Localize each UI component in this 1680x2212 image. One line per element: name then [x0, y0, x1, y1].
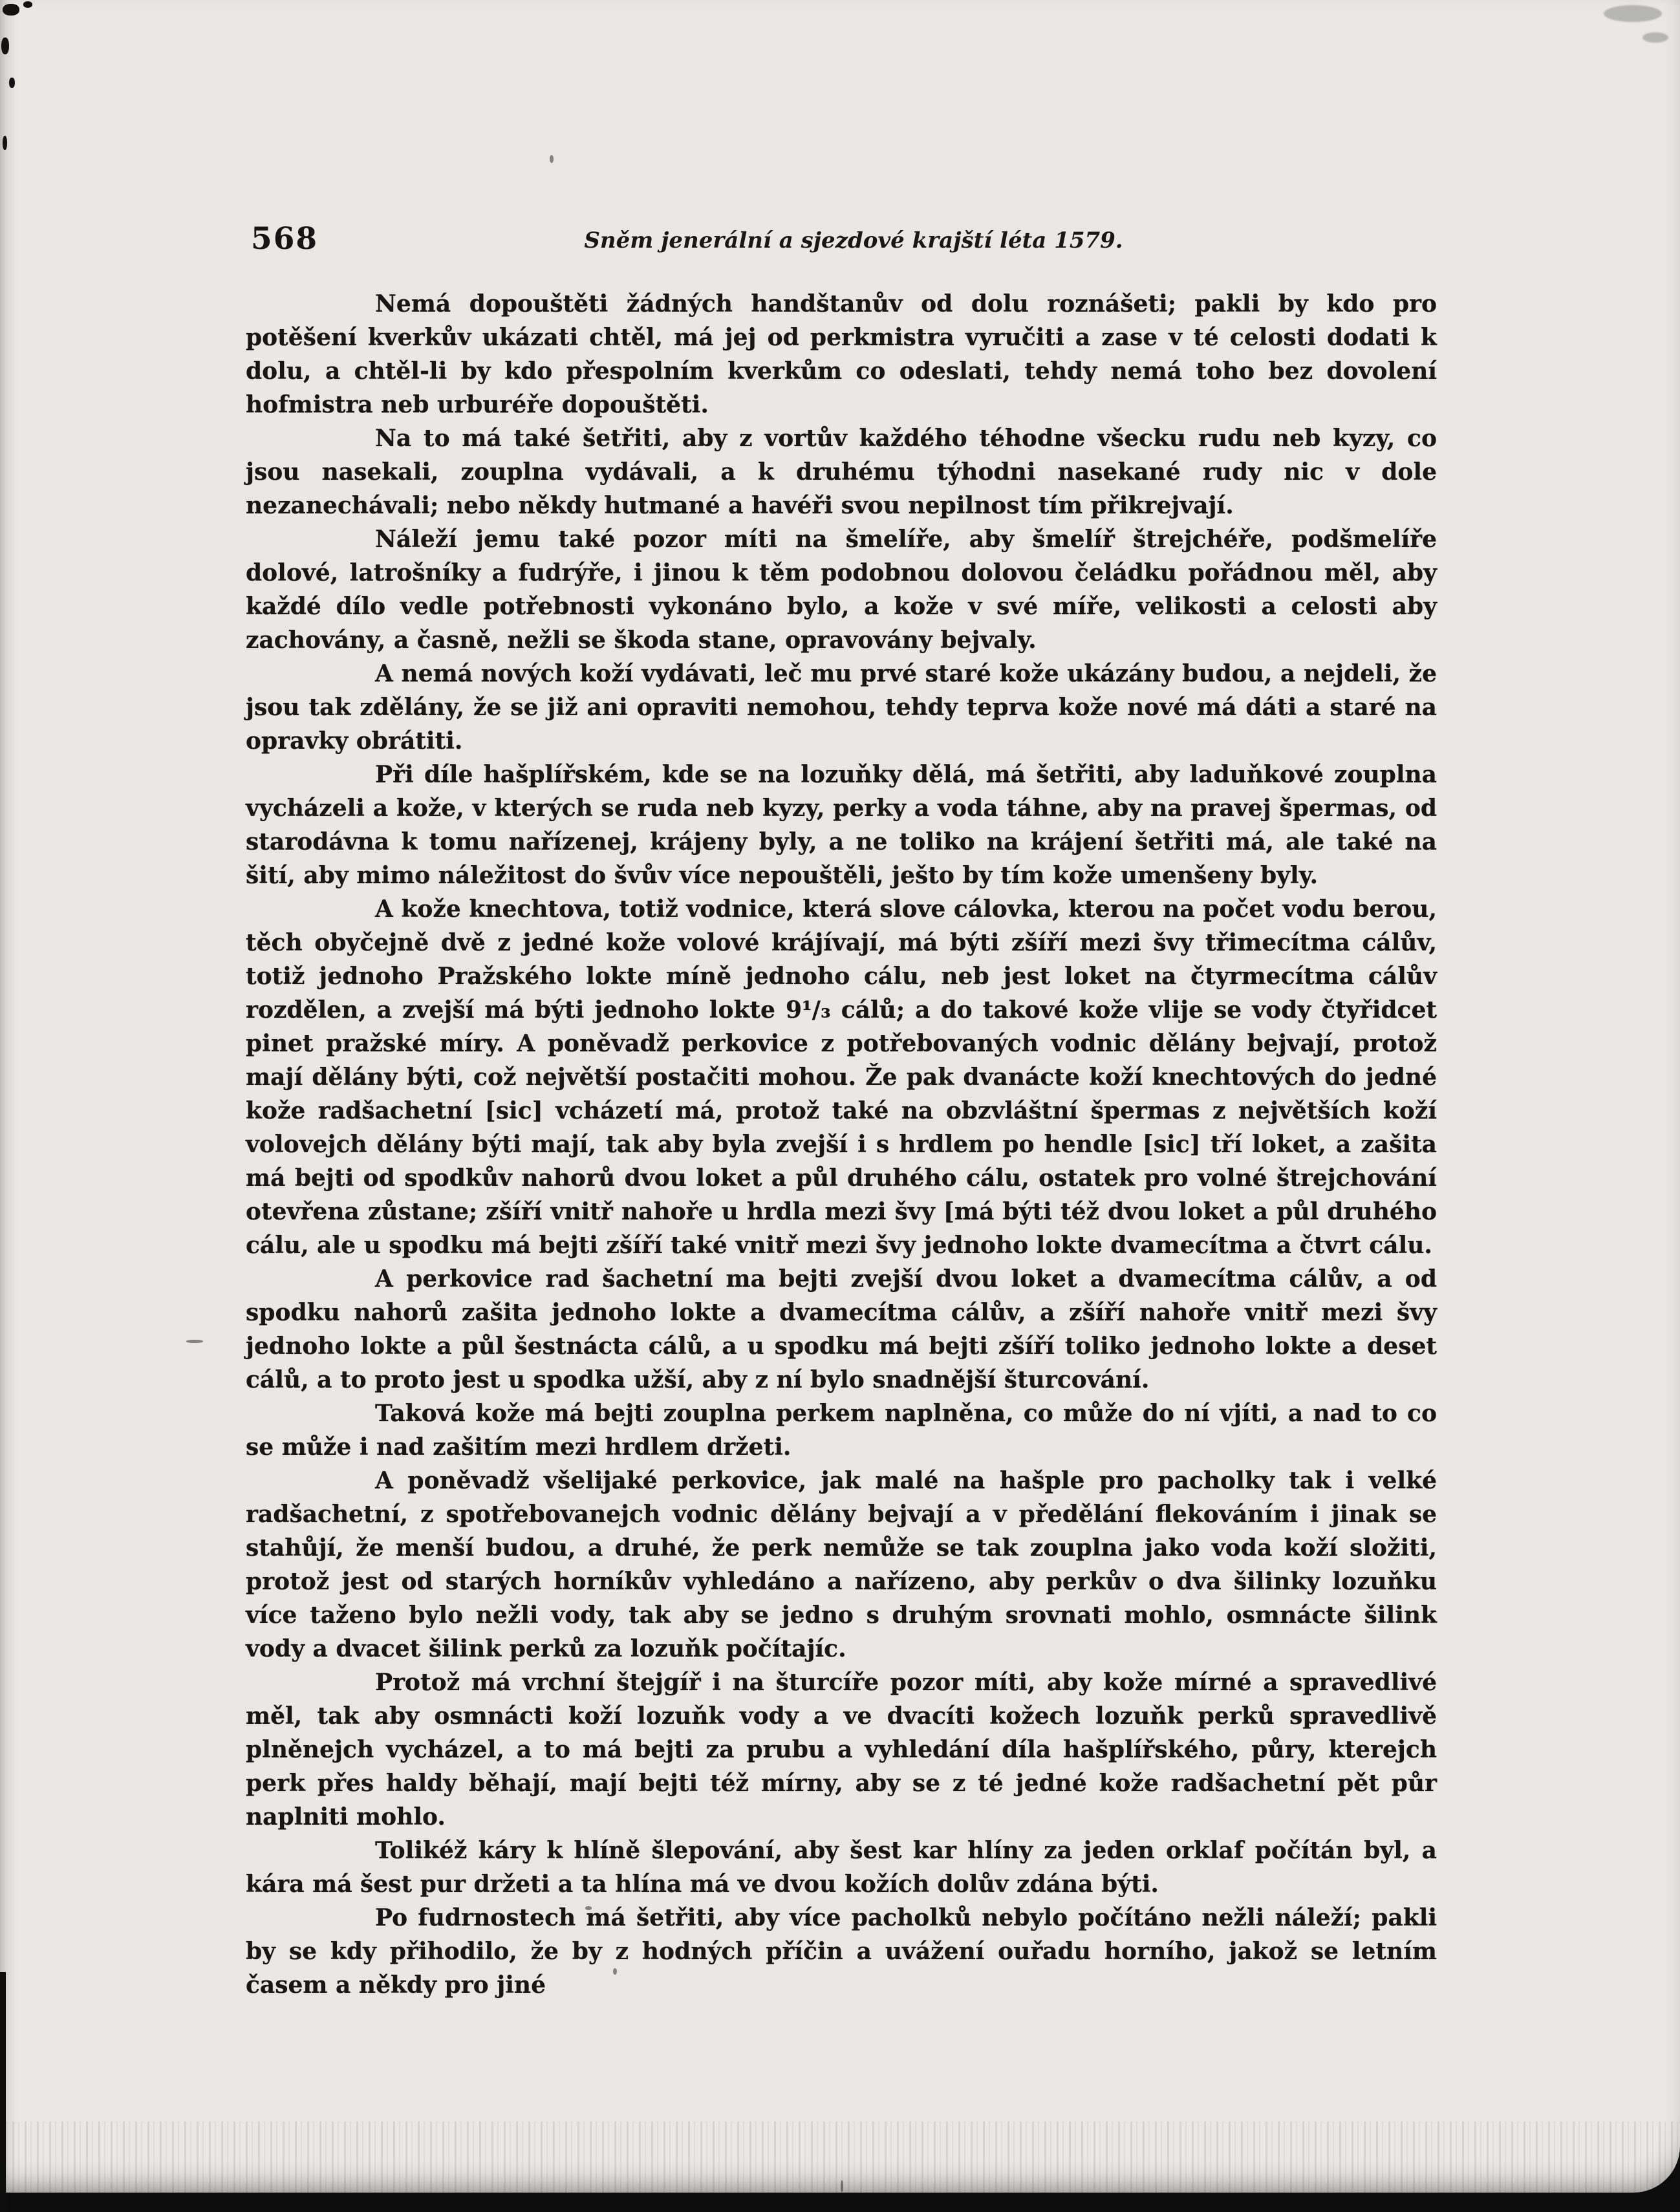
paragraph: Tolikéž káry k hlíně šlepování, aby šest kar hlíny za jeden orklaf počítán byl, a kára má šest pur držeti a ta hlína má ve dvou kožích dolův zdána býti.: [246, 1837, 1437, 1898]
page-body: [246, 287, 1437, 2002]
page-number: 568: [251, 221, 319, 257]
scan-speck: [550, 155, 554, 163]
scan-grain: [0, 2121, 1680, 2193]
scan-speck: [3, 4, 19, 16]
paragraph: Náleží jemu také pozor míti na šmelíře, aby šmelíř štrejchéře, podšmelíře dolové, latrošníky a fudrýře, i jinou k těm podobnou dolovou čeládku pořádnou měl, aby každé dílo vedle potřebnosti vykonáno bylo, a kože v své míře, velikosti a celosti aby zachovány, a časně, nežli se škoda stane, opravovány bejvaly.: [246, 526, 1437, 654]
paragraph: Po fudrnostech má šetřiti, aby více pacholků nebylo počítáno nežli náleží; pakli by se kdy přihodilo, že by z hodných příčin a uvážení ouřadu horního, jakož se letním časem a někdy pro jiné: [246, 1904, 1437, 1999]
paragraph: A perkovice rad šachetní ma bejti zvejší dvou loket a dvamecítma cálův, a od spodku nahorů zašita jednoho lokte a dvamecítma cálův, a zšíří nahoře vnitř mezi švy jednoho lokte a půl šestnácta cálů, a u spodku má bejti zšíří toliko jednoho lokte a deset cálů, a to proto jest u spodka užší, aby z ní bylo snadnější šturcování.: [246, 1265, 1437, 1393]
paragraph: A kože knechtova, totiž vodnice, která slove cálovka, kterou na počet vodu berou, těch obyčejně dvě z jedné kože volové krájívají, má býti zšíří mezi švy třimecítma cálův, totiž jednoho Pražského lokte míně jednoho cálu, neb jest loket na čtyrmecítma cálův rozdělen, a zvejší má býti jednoho lokte 9¹/₃ cálů; a do takové kože vlije se vody čtyřidcet pinet pražské míry. A poněvadž perkovice z potřebovaných vodnic dělány bejvají, protož mají dělány býti, což největší postačiti mohou. Že pak dvanácte koží knechtových do jedné kože radšachetní [sic] vcházetí má, protož také na obzvláštní špermas z největších koží volovejch dělány býti mají, tak aby byla zvejší i s hrdlem po hendle [sic] tří loket, a zašita má bejti od spodkův nahorů dvou loket a půl druhého cálu, ostatek pro volné štrejchování otevřena zůstane; zšíří vnitř nahoře u hrdla mezi švy [má býti též dvou loket a půl druhého cálu, ale u spodku má bejti zšíří také vnitř mezi švy jednoho lokte dvamecítma a čtvrt cálu.: [246, 896, 1437, 1259]
scan-speck: [3, 136, 7, 150]
paragraph: Při díle hašplířském, kde se na lozuňky dělá, má šetřiti, aby laduňkové zouplna vycházeli a kože, v kterých se ruda neb kyzy, perky a voda táhne, aby na pravej špermas, od starodávna k tomu nařízenej, krájeny byly, a ne toliko na krájení šetřiti má, ale také na šití, aby mimo náležitost do švův více nepouštěli, ješto by tím kože umenšeny byly.: [246, 761, 1437, 889]
running-title: Sněm jenerální a sjezdové krajští léta 1579.: [584, 228, 1123, 253]
scan-speck: [23, 1, 32, 8]
scan-smudge: [1604, 5, 1662, 22]
paragraph: Taková kože má bejti zouplna perkem naplněna, co může do ní vjíti, a nad to co se může i nad zašitím mezi hrdlem držeti.: [246, 1400, 1437, 1461]
scan-speck: [186, 1340, 203, 1343]
paragraph: Na to má také šetřiti, aby z vortův každého téhodne všecku rudu neb kyzy, co jsou nasekali, zouplna vydávali, a k druhému týhodni nasekané rudy nic v dole nezanechávali; nebo někdy hutmané a havéři svou nepilnost tím přikrejvají.: [246, 425, 1437, 519]
paragraph: A poněvadž všelijaké perkovice, jak malé na hašple pro pacholky tak i velké radšachetní, z spotřebovanejch vodnic dělány bejvají a v předělání flekováním i jinak se stahůjí, že menší budou, a druhé, že perk nemůže se tak zouplna jako voda koží složiti, protož jest od starých horníkův vyhledáno a nařízeno, aby perkův o dva šilinky lozuňku více taženo bylo nežli vody, tak aby se jedno s druhým srovnati mohlo, osmnácte šilink vody a dvacet šilink perků za lozuňk počítajíc.: [246, 1467, 1437, 1662]
paragraph: Nemá dopouštěti žádných handštanův od dolu roznášeti; pakli by kdo pro potěšení kverkův ukázati chtěl, má jej od perkmistra vyručiti a zase v té celosti dodati k dolu, a chtěl-li by kdo přespolním kverkům co odeslati, tehdy nemá toho bez dovolení hofmistra neb urburéře dopouštěti.: [246, 290, 1437, 418]
paragraph: Protož má vrchní štejgíř i na šturcíře pozor míti, aby kože mírné a spravedlivé měl, tak aby osmnácti koží lozuňk vody a ve dvacíti kožech lozuňk perků spravedlivě plněnejch vycházel, a to má bejti za prubu a vyhledání díla hašplířského, půry, kterejch perk přes haldy běhají, mají bejti též mírny, aby se z té jedné kože radšachetní pět půr naplniti mohlo.: [246, 1669, 1437, 1831]
scan-smudge: [1642, 32, 1668, 43]
paragraph: A nemá nových koží vydávati, leč mu prvé staré kože ukázány budou, a nejdeli, že jsou tak zdělány, že se již ani opraviti nemohou, tehdy teprva kože nové má dáti a staré na opravky obrátiti.: [246, 660, 1437, 755]
scan-speck: [841, 2180, 843, 2192]
scan-edge-shadow: [0, 1972, 6, 2212]
scan-speck: [1, 38, 9, 54]
scan-speck: [9, 78, 15, 88]
